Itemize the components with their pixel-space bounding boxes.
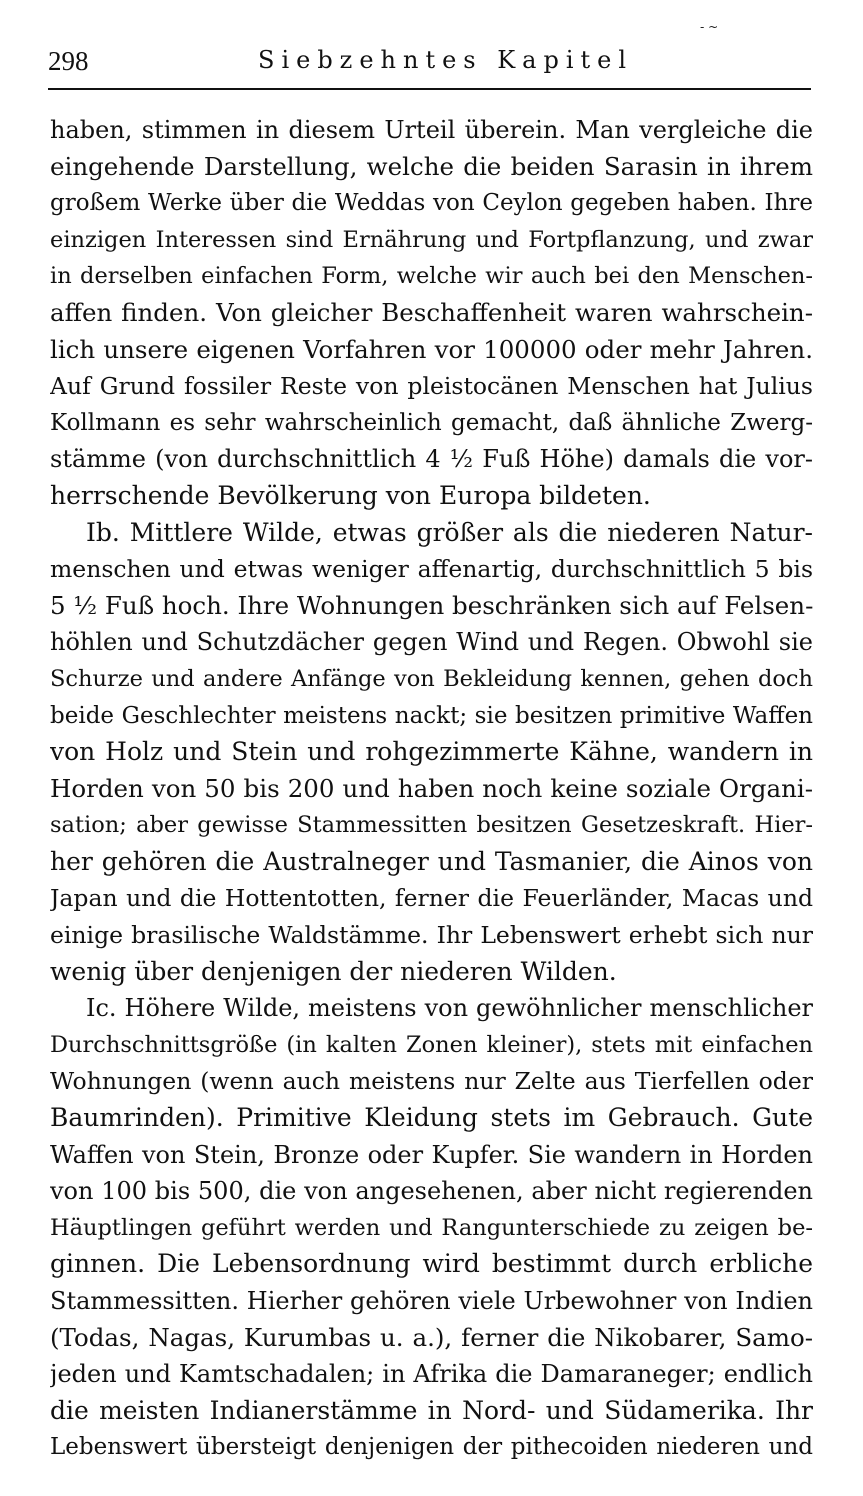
text-line: Ib. Mittlere Wilde, etwas größer als die niederen Natur- <box>86 517 813 547</box>
text-line: von Holz und Stein und rohgezimmerte Kähne, wandern in <box>50 737 813 767</box>
text-line: in derselben einfachen Form, welche wir auch bei den Menschen- <box>50 263 813 290</box>
page-header <box>48 44 811 84</box>
text-line: jeden und Kamtschadalen; in Afrika die Damaraneger; endlich <box>50 1360 813 1389</box>
text-line: herrschende Bevölkerung von Europa bildeten. <box>50 480 651 510</box>
text-line: Waffen von Stein, Bronze oder Kupfer. Sie wandern in Horden <box>50 1140 813 1169</box>
text-line: Auf Grund fossiler Reste von pleistocänen Menschen hat Julius <box>50 372 813 401</box>
text-line: Horden von 50 bis 200 und haben noch keine soziale Organi- <box>50 773 813 803</box>
text-line: Durchschnittsgröße (in kalten Zonen kleiner), stets mit einfachen <box>50 1031 813 1058</box>
text-line: Kollmann es sehr wahrscheinlich gemacht, daß ähnliche Zwerg- <box>50 409 813 436</box>
body-text <box>50 112 813 1466</box>
text-line: die meisten Indianerstämme in Nord- und Südamerika. Ihr <box>50 1395 813 1425</box>
page-number: 298 <box>48 46 89 76</box>
text-line: lich unsere eigenen Vorfahren vor 100000 oder mehr Jahren. <box>50 334 813 364</box>
text-line: Japan und die Hottentotten, ferner die Feuerländer, Macas und <box>50 884 813 913</box>
text-line: höhlen und Schutzdächer gegen Wind und Regen. Obwohl sie <box>50 628 813 657</box>
header-rule <box>48 88 811 90</box>
text-line: Ic. Höhere Wilde, meistens von gewöhnlicher menschlicher <box>86 994 813 1023</box>
text-line: Wohnungen (wenn auch meistens nur Zelte aus Tierfellen oder <box>50 1067 813 1096</box>
text-line: großem Werke über die Weddas von Ceylon gegeben haben. Ihre <box>50 190 813 217</box>
text-line: einige brasilische Waldstämme. Ihr Lebenswert erhebt sich nur <box>50 921 813 950</box>
corner-mark: - ~ <box>700 20 719 34</box>
text-line: menschen und etwas weniger affenartig, durchschnittlich 5 bis <box>50 555 813 584</box>
text-line: beide Geschlechter meistens nackt; sie besitzen primitive Waffen <box>50 702 813 729</box>
text-line: Lebenswert übersteigt denjenigen der pithecoiden niederen und <box>50 1434 813 1461</box>
running-head: Siebzehntes Kapitel <box>258 46 634 74</box>
text-line: (Todas, Nagas, Kurumbas u. a.), ferner die Nikobarer, Samo- <box>50 1322 813 1352</box>
text-line: sation; aber gewisse Stammessitten besitzen Gesetzeskraft. Hier- <box>50 812 813 839</box>
text-line: Stammessitten. Hierher gehören viele Urbewohner von Indien <box>50 1287 813 1315</box>
text-line: Baumrinden). Primitive Kleidung stets im Gebrauch. Gute <box>50 1103 813 1133</box>
text-line: stämme (von durchschnittlich 4 ½ Fuß Höhe) damals die vor- <box>50 445 813 474</box>
text-line: haben, stimmen in diesem Urteil überein. Man vergleiche die <box>50 116 813 144</box>
text-line: Häuptlingen geführt werden und Rangunterschiede zu zeigen be- <box>50 1214 813 1241</box>
text-line: Schurze und andere Anfänge von Bekleidung kennen, gehen doch <box>50 665 813 692</box>
text-line: 5 ½ Fuß hoch. Ihre Wohnungen beschränken sich auf Felsen- <box>50 590 813 620</box>
text-line: her gehören die Australneger und Tasmanier, die Ainos von <box>50 846 813 876</box>
text-line: ginnen. Die Lebensordnung wird bestimmt durch erbliche <box>50 1249 813 1279</box>
text-line: eingehende Darstellung, welche die beiden Sarasin in ihrem <box>50 151 813 181</box>
text-line: einzigen Interessen sind Ernährung und Fortpflanzung, und zwar <box>50 226 813 253</box>
text-line: affen finden. Von gleicher Beschaffenheit waren wahrschein- <box>50 297 813 327</box>
text-line: von 100 bis 500, die von angesehenen, aber nicht regierenden <box>50 1177 813 1206</box>
text-line: wenig über denjenigen der niederen Wilden. <box>50 956 617 986</box>
